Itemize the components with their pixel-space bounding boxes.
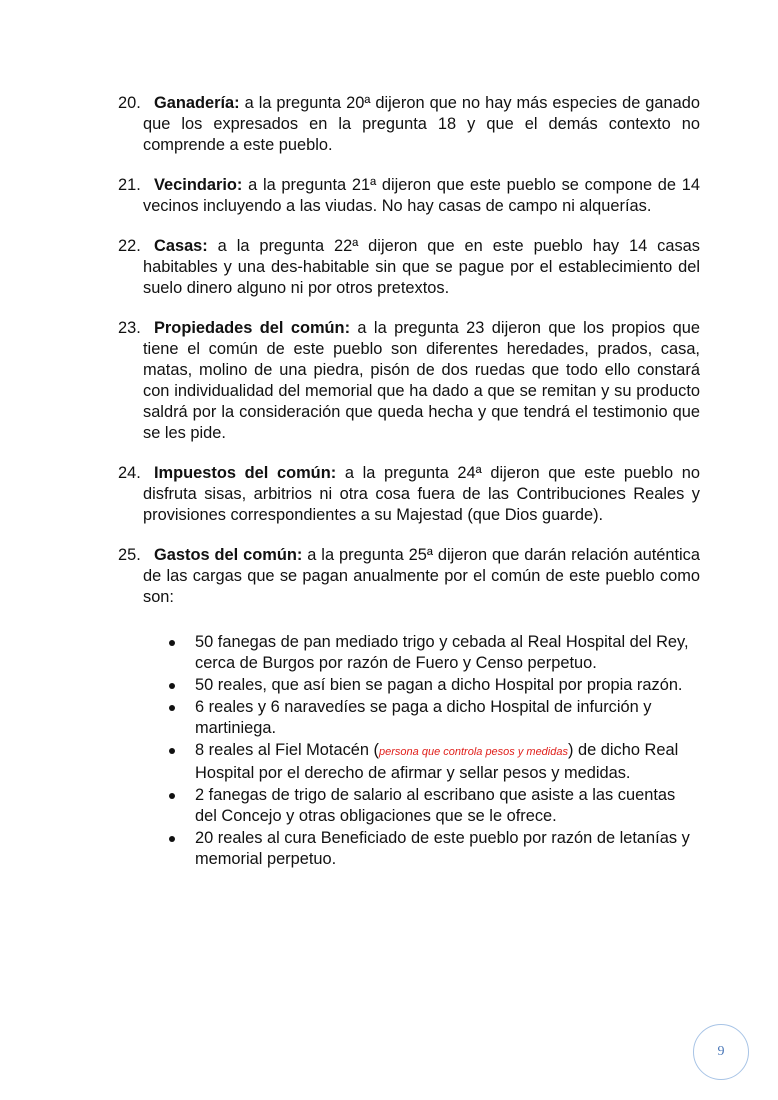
- item-title: Ganadería:: [154, 94, 240, 112]
- item-text: a la pregunta 20ª dijeron que no hay más especies de ganado que los expresados en la pregunta 18 y que el demás contexto no comprende a este pueblo.: [143, 94, 700, 154]
- list-item: [118, 236, 700, 299]
- item-number: 25.: [118, 546, 141, 564]
- bullet-item: [165, 632, 700, 674]
- item-text: a la pregunta 23 dijeron que los propios que tiene el común de este pueblo son diferentes heredades, prados, casa, matas, molino de una piedra, pisón de dos ruedas que todo ello constará con individualidad del memorial que ha dado a que se remitan y su producto saldrá por la consideración que queda hecha y que tendrá el testimonio que se les pide.: [143, 319, 700, 442]
- item-title: Casas:: [154, 237, 208, 255]
- bullet-dot-icon: [169, 793, 175, 799]
- item-title: Impuestos del común:: [154, 464, 337, 482]
- item-number: 23.: [118, 319, 141, 337]
- item-text: a la pregunta 22ª dijeron que en este pueblo hay 14 casas habitables y una des-habitable sin que se pague por el establecimiento del suelo dinero alguno ni por otros pretextos.: [143, 237, 700, 297]
- bullet-text: 6 reales y 6 naravedíes se paga a dicho Hospital de infurción y martiniega.: [195, 698, 652, 737]
- bullet-dot-icon: [169, 748, 175, 754]
- item-text: a la pregunta 25ª dijeron que darán relación auténtica de las cargas que se pagan anualmente por el común de este pueblo como son:: [143, 546, 700, 606]
- bullet-text: 20 reales al cura Beneficiado de este pueblo por razón de letanías y memorial perpetuo.: [195, 829, 690, 868]
- list-item: [118, 318, 700, 444]
- bullet-dot-icon: [169, 705, 175, 711]
- item-text: a la pregunta 24ª dijeron que este pueblo no disfruta sisas, arbitrios ni otra cosa fuera de las Contribuciones Reales y provisiones correspondientes a su Majestad (que Dios guarde).: [143, 464, 700, 524]
- red-note: persona que controla pesos y medidas: [379, 746, 568, 758]
- numbered-list: [118, 93, 700, 889]
- bullet-item: [165, 675, 700, 696]
- bullet-item: [165, 740, 700, 784]
- item-number: 21.: [118, 176, 141, 194]
- bullet-dot-icon: [169, 683, 175, 689]
- list-item: [118, 463, 700, 526]
- item-text: a la pregunta 21ª dijeron que este pueblo se compone de 14 vecinos incluyendo a las viudas. No hay casas de campo ni alquerías.: [143, 176, 700, 215]
- list-item: [118, 93, 700, 156]
- item-number: 20.: [118, 94, 141, 112]
- bullet-dot-icon: [169, 640, 175, 646]
- list-item: [118, 175, 700, 217]
- page-number-badge: [693, 1024, 749, 1080]
- item-title: Propiedades del común:: [154, 319, 351, 337]
- item-number: 24.: [118, 464, 141, 482]
- page-number: 9: [717, 1044, 725, 1059]
- bullet-text-pre: 8 reales al Fiel Motacén (: [195, 741, 380, 759]
- bullet-text: 50 reales, que así bien se pagan a dicho Hospital por propia razón.: [195, 676, 683, 694]
- item-number: 22.: [118, 237, 141, 255]
- bullet-item: [165, 697, 700, 739]
- item-title: Gastos del común:: [154, 546, 303, 564]
- list-item: [118, 545, 700, 870]
- item-title: Vecindario:: [154, 176, 243, 194]
- bullet-list: [165, 632, 700, 870]
- bullet-item: [165, 785, 700, 827]
- bullet-dot-icon: [169, 836, 175, 842]
- bullet-text: 50 fanegas de pan mediado trigo y cebada al Real Hospital del Rey, cerca de Burgos por razón de Fuero y Censo perpetuo.: [195, 633, 689, 672]
- bullet-text-post: ) de dicho Real Hospital por el derecho de afirmar y sellar pesos y medidas.: [195, 741, 679, 782]
- bullet-item: [165, 828, 700, 870]
- bullet-text: 2 fanegas de trigo de salario al escribano que asiste a las cuentas del Concejo y otras obligaciones que se le ofrece.: [195, 786, 676, 825]
